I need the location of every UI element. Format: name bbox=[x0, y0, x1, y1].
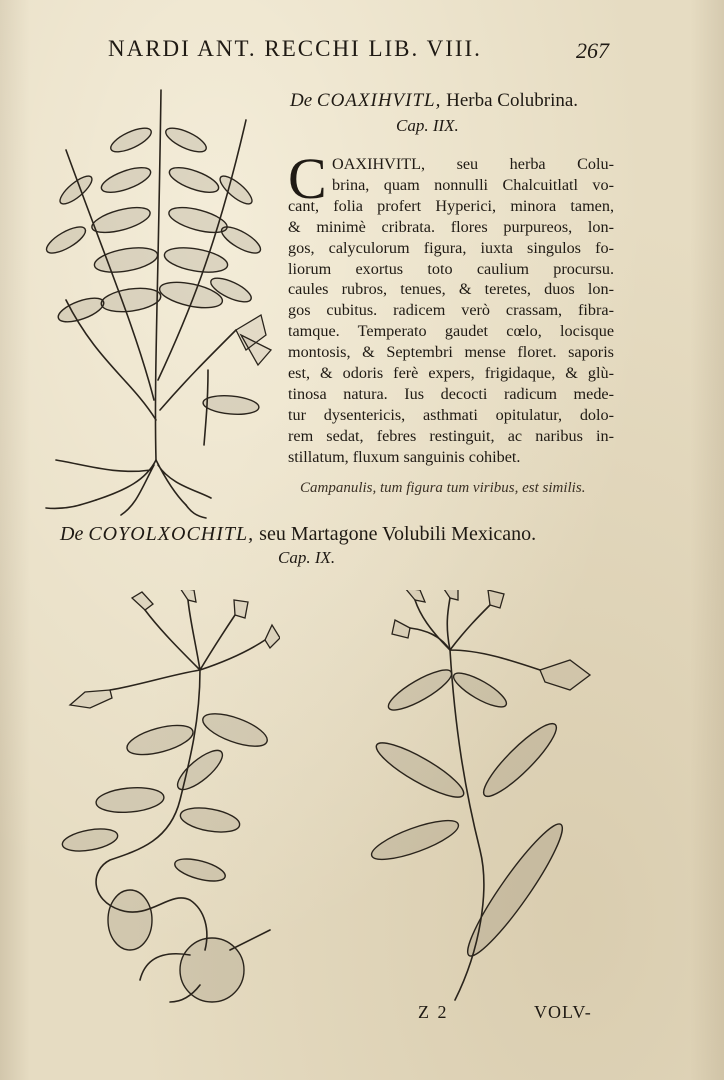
body-line: cant, folia profert Hyperici, minora tamen, bbox=[288, 196, 614, 215]
body-line: montosis, & Septembri mense floret. saporis bbox=[288, 343, 614, 362]
page-number: 267 bbox=[576, 38, 609, 63]
body-line: est, & odoris ferè expers, frigidaque, & glù- bbox=[288, 364, 614, 383]
signature-mark: Z 2 bbox=[418, 1002, 449, 1022]
section1-chapter: Cap. IIX. bbox=[396, 116, 459, 135]
body-line: gos, calyculorum figura, iuxta singulos fo- bbox=[288, 238, 614, 257]
section2-title-name: COYOLXOCHITL, bbox=[88, 523, 255, 545]
body-line: tamque. Temperato gaudet cœlo, locisque bbox=[288, 322, 614, 341]
handwritten-annotation: Campanulis, tum figura tum viribus, est similis. bbox=[300, 480, 586, 496]
section2-title-rest: seu Martagone Volubili Mexicano. bbox=[259, 523, 537, 545]
herba-colubrina-woodcut bbox=[36, 80, 276, 520]
section1-body bbox=[288, 154, 614, 468]
section1-title-prefix: De bbox=[290, 90, 313, 111]
body-line: caules rubros, tenues, & teretes, duos lon- bbox=[288, 280, 614, 299]
section2-chapter: Cap. IX. bbox=[278, 548, 336, 567]
section1-title bbox=[290, 90, 578, 112]
body-line: liorum exortus toto caulium procursu. bbox=[288, 259, 614, 278]
body-line: & minimè cribrata. flores purpureos, lon- bbox=[288, 217, 614, 236]
body-line: tinosa natura. Ius decocti radicum mede- bbox=[288, 384, 614, 403]
body-line: brina, quam nonnulli Chalcuitlatl vo- bbox=[332, 175, 614, 194]
section1-title-rest: Herba Colubrina. bbox=[446, 90, 579, 111]
drop-cap: C bbox=[288, 146, 327, 211]
section1-title-name: COAXIHVITL, bbox=[316, 90, 442, 111]
coyolxochitl-right-woodcut bbox=[370, 590, 600, 1010]
catchword: VOLV- bbox=[534, 1002, 592, 1022]
body-line: rem sedat, febres restinguit, ac naribus in- bbox=[288, 426, 614, 445]
body-line: OAXIHVITL, seu herba Colu- bbox=[332, 155, 614, 173]
body-line: tur dysentericis, asthmati opitulatur, dolo- bbox=[288, 405, 614, 424]
running-head: NARDI ANT. RECCHI LIB. VIII. bbox=[108, 36, 482, 61]
section2-title-prefix: De bbox=[60, 523, 84, 545]
coyolxochitl-left-woodcut bbox=[50, 590, 280, 1010]
body-line: stillatum, fluxum sanguinis cohibet. bbox=[288, 447, 521, 466]
body-line: gos cubitus. radicem verò crassam, fibra- bbox=[288, 301, 614, 320]
section2-title bbox=[60, 523, 536, 546]
